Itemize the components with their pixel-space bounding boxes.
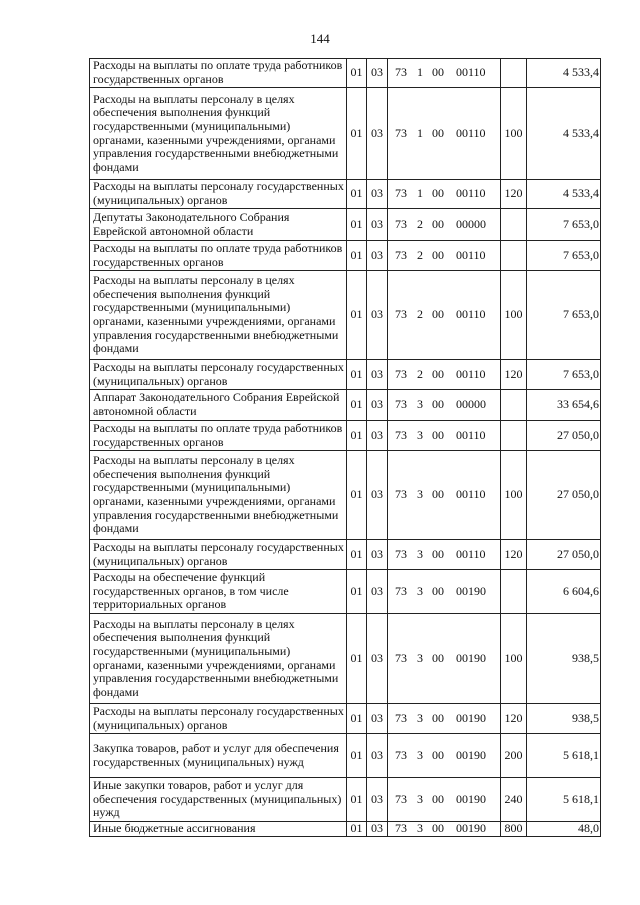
table-row [90,209,601,241]
target-article-part: 00 [432,710,444,725]
row-name-cell: Расходы на выплаты персоналу в целях обеспечения выполнения функций государственными (муниципальными) органами, казенными учреждениями, органами управления государственными внебюджетными фондами [90,614,347,704]
section-code-cell: 01 [347,570,367,614]
target-article-part: 73 [395,583,407,598]
subsection-code-cell: 03 [367,271,388,360]
target-article-part: 3 [417,710,423,725]
target-article-part: 00110 [456,186,486,201]
target-article-part: 00 [432,791,444,806]
target-article-part: 3 [417,583,423,598]
section-code-cell: 01 [347,180,367,209]
target-article-part: 73 [395,710,407,725]
target-article-cell [388,451,501,540]
section-code-cell: 01 [347,88,367,180]
target-article-part: 73 [395,247,407,262]
subsection-code-cell: 03 [367,734,388,778]
row-name-cell: Расходы на выплаты персоналу государственных (муниципальных) органов [90,704,347,734]
target-article-part: 00 [432,247,444,262]
expense-type-cell: 120 [501,360,527,390]
target-article-part: 00 [432,307,444,322]
target-article-part: 00 [432,427,444,442]
target-article-cell [388,704,501,734]
section-code-cell: 01 [347,614,367,704]
target-article-part: 73 [395,487,407,502]
expense-type-cell: 120 [501,180,527,209]
subsection-code-cell: 03 [367,390,388,421]
section-code-cell: 01 [347,360,367,390]
target-article-part: 73 [395,427,407,442]
target-article-cell [388,734,501,778]
subsection-code-cell: 03 [367,822,388,837]
target-article-part: 73 [395,791,407,806]
target-article-part: 00110 [456,247,486,262]
amount-cell: 4 533,4 [527,88,601,180]
table-row [90,360,601,390]
target-article-part: 00 [432,65,444,80]
target-article-part: 00190 [456,583,486,598]
target-article-part: 2 [417,307,423,322]
expense-type-cell: 120 [501,540,527,570]
table-row [90,241,601,271]
section-code-cell: 01 [347,822,367,837]
subsection-code-cell: 03 [367,360,388,390]
section-code-cell: 01 [347,241,367,271]
target-article-part: 73 [395,397,407,412]
target-article-part: 00 [432,125,444,140]
row-name-cell: Расходы на выплаты по оплате труда работников государственных органов [90,59,347,88]
table-row [90,778,601,822]
section-code-cell: 01 [347,390,367,421]
target-article-part: 73 [395,366,407,381]
subsection-code-cell: 03 [367,570,388,614]
target-article-cell [388,241,501,271]
section-code-cell: 01 [347,540,367,570]
target-article-part: 00110 [456,307,486,322]
table-row [90,180,601,209]
amount-cell: 5 618,1 [527,778,601,822]
row-name-cell: Закупка товаров, работ и услуг для обеспечения государственных (муниципальных) нужд [90,734,347,778]
target-article-part: 00110 [456,487,486,502]
target-article-part: 73 [395,216,407,231]
target-article-part: 1 [417,65,423,80]
target-article-cell [388,209,501,241]
section-code-cell: 01 [347,271,367,360]
row-name-cell: Расходы на выплаты персоналу в целях обеспечения выполнения функций государственными (муниципальными) органами, казенными учреждениями, органами управления государственными внебюджетными фондами [90,451,347,540]
target-article-part: 00 [432,821,444,836]
amount-cell: 4 533,4 [527,180,601,209]
row-name-cell: Расходы на обеспечение функций государственных органов, в том числе территориальных органов [90,570,347,614]
amount-cell: 6 604,6 [527,570,601,614]
target-article-part: 00190 [456,650,486,665]
target-article-part: 3 [417,487,423,502]
table-row [90,390,601,421]
target-article-part: 3 [417,747,423,762]
row-name-cell: Иные закупки товаров, работ и услуг для обеспечения государственных (муниципальных) нужд [90,778,347,822]
target-article-part: 00110 [456,366,486,381]
expense-type-cell [501,390,527,421]
row-name-cell: Депутаты Законодательного Собрания Еврейской автономной области [90,209,347,241]
table-row [90,570,601,614]
target-article-part: 00110 [456,65,486,80]
subsection-code-cell: 03 [367,614,388,704]
target-article-part: 00110 [456,546,486,561]
target-article-part: 73 [395,307,407,322]
amount-cell: 7 653,0 [527,360,601,390]
target-article-part: 3 [417,427,423,442]
row-name-cell: Иные бюджетные ассигнования [90,822,347,837]
amount-cell: 938,5 [527,614,601,704]
subsection-code-cell: 03 [367,778,388,822]
subsection-code-cell: 03 [367,421,388,451]
row-name-cell: Расходы на выплаты персоналу государственных (муниципальных) органов [90,180,347,209]
target-article-cell [388,390,501,421]
expense-type-cell: 100 [501,614,527,704]
target-article-part: 00110 [456,125,486,140]
target-article-part: 73 [395,65,407,80]
row-name-cell: Расходы на выплаты персоналу государственных (муниципальных) органов [90,360,347,390]
subsection-code-cell: 03 [367,704,388,734]
amount-cell: 27 050,0 [527,451,601,540]
target-article-part: 00190 [456,791,486,806]
target-article-cell [388,822,501,837]
section-code-cell: 01 [347,704,367,734]
target-article-part: 1 [417,186,423,201]
amount-cell: 7 653,0 [527,241,601,271]
target-article-part: 00000 [456,216,486,231]
target-article-part: 00190 [456,821,486,836]
expense-type-cell: 120 [501,704,527,734]
table-row [90,271,601,360]
section-code-cell: 01 [347,421,367,451]
target-article-part: 73 [395,747,407,762]
section-code-cell: 01 [347,734,367,778]
expense-type-cell: 240 [501,778,527,822]
subsection-code-cell: 03 [367,59,388,88]
row-name-cell: Аппарат Законодательного Собрания Еврейской автономной области [90,390,347,421]
target-article-part: 73 [395,546,407,561]
expense-type-cell [501,421,527,451]
target-article-cell [388,180,501,209]
target-article-part: 3 [417,791,423,806]
page-number: 144 [310,31,330,46]
table-row [90,822,601,837]
expense-type-cell: 100 [501,451,527,540]
subsection-code-cell: 03 [367,451,388,540]
target-article-part: 3 [417,546,423,561]
target-article-part: 00 [432,366,444,381]
amount-cell: 7 653,0 [527,209,601,241]
amount-cell: 938,5 [527,704,601,734]
table-row [90,88,601,180]
target-article-cell [388,360,501,390]
table-row [90,59,601,88]
amount-cell: 4 533,4 [527,59,601,88]
target-article-part: 00 [432,487,444,502]
target-article-cell [388,421,501,451]
table-row [90,421,601,451]
target-article-part: 00 [432,583,444,598]
target-article-part: 00190 [456,710,486,725]
table-row [90,734,601,778]
target-article-part: 00 [432,216,444,231]
target-article-cell [388,570,501,614]
target-article-part: 00 [432,186,444,201]
amount-cell: 48,0 [527,822,601,837]
target-article-part: 73 [395,650,407,665]
budget-table-body [90,59,601,837]
expense-type-cell: 100 [501,88,527,180]
target-article-part: 00190 [456,747,486,762]
subsection-code-cell: 03 [367,180,388,209]
target-article-part: 1 [417,125,423,140]
target-article-cell [388,59,501,88]
subsection-code-cell: 03 [367,241,388,271]
target-article-part: 3 [417,397,423,412]
expense-type-cell [501,241,527,271]
row-name-cell: Расходы на выплаты персоналу в целях обеспечения выполнения функций государственными (муниципальными) органами, казенными учреждениями, органами управления государственными внебюджетными фондами [90,271,347,360]
subsection-code-cell: 03 [367,88,388,180]
target-article-part: 00000 [456,397,486,412]
target-article-part: 3 [417,650,423,665]
section-code-cell: 01 [347,778,367,822]
row-name-cell: Расходы на выплаты по оплате труда работников государственных органов [90,241,347,271]
expense-type-cell [501,570,527,614]
table-row [90,540,601,570]
table-row [90,614,601,704]
target-article-part: 3 [417,821,423,836]
amount-cell: 27 050,0 [527,421,601,451]
target-article-cell [388,88,501,180]
target-article-part: 00110 [456,427,486,442]
table-row [90,451,601,540]
row-name-cell: Расходы на выплаты персоналу государственных (муниципальных) органов [90,540,347,570]
target-article-cell [388,614,501,704]
section-code-cell: 01 [347,451,367,540]
subsection-code-cell: 03 [367,540,388,570]
budget-table [89,58,601,837]
target-article-part: 2 [417,366,423,381]
target-article-cell [388,540,501,570]
expense-type-cell: 100 [501,271,527,360]
target-article-part: 2 [417,216,423,231]
target-article-part: 00 [432,397,444,412]
target-article-part: 73 [395,186,407,201]
amount-cell: 7 653,0 [527,271,601,360]
amount-cell: 5 618,1 [527,734,601,778]
amount-cell: 33 654,6 [527,390,601,421]
expense-type-cell [501,209,527,241]
target-article-part: 73 [395,821,407,836]
row-name-cell: Расходы на выплаты персоналу в целях обеспечения выполнения функций государственными (муниципальными) органами, казенными учреждениями, органами управления государственными внебюджетными фондами [90,88,347,180]
expense-type-cell [501,59,527,88]
amount-cell: 27 050,0 [527,540,601,570]
target-article-part: 00 [432,650,444,665]
expense-type-cell: 800 [501,822,527,837]
target-article-cell [388,778,501,822]
target-article-part: 00 [432,747,444,762]
target-article-part: 00 [432,546,444,561]
table-row [90,704,601,734]
row-name-cell: Расходы на выплаты по оплате труда работников государственных органов [90,421,347,451]
expense-type-cell: 200 [501,734,527,778]
subsection-code-cell: 03 [367,209,388,241]
target-article-cell [388,271,501,360]
section-code-cell: 01 [347,59,367,88]
target-article-part: 73 [395,125,407,140]
section-code-cell: 01 [347,209,367,241]
target-article-part: 2 [417,247,423,262]
